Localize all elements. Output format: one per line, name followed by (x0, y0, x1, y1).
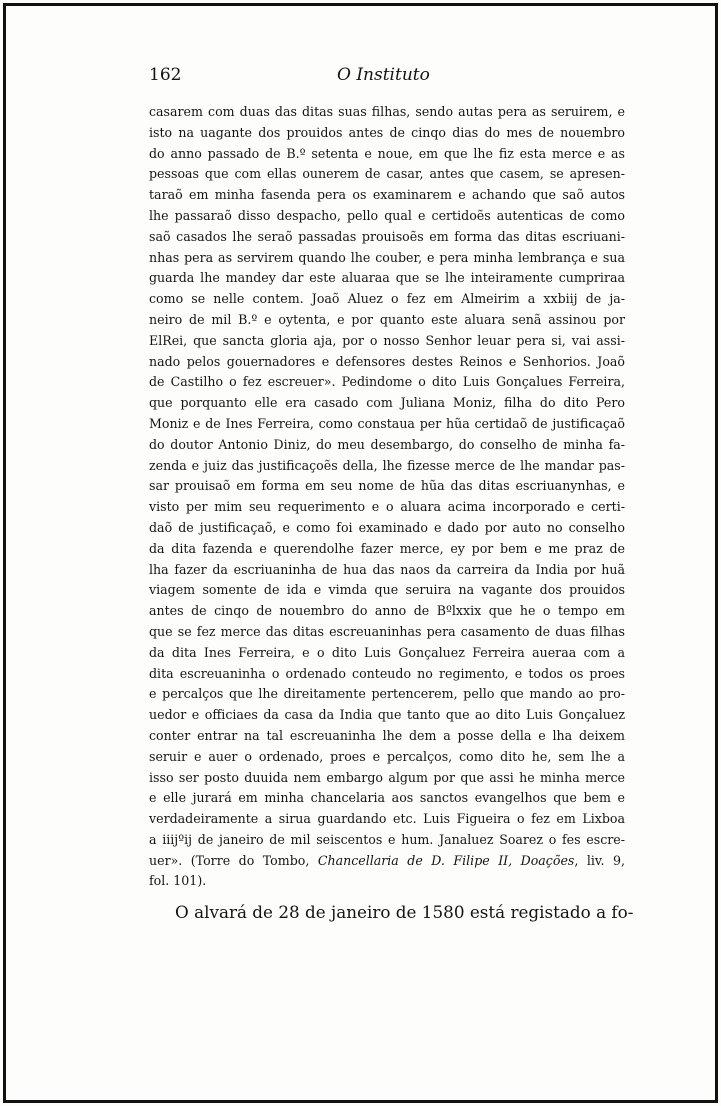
text-line: lha fazer da escriuaninha de hua das naos da carreira da India por huã (149, 561, 625, 577)
citation-line (149, 851, 625, 872)
text-line: lhe passaraõ disso despacho, pello qual e certidoẽs autenticas de como (149, 207, 625, 223)
text-line: e elle jurará em minha chancelaria aos sanctos evangelhos que bem e (149, 790, 625, 806)
text-line: casarem com duas das ditas suas filhas, sendo autas pera as seruirem, e (149, 104, 625, 119)
text-line: pessoas que com ellas ounerem de casar, antes que casem, se apresen- (149, 166, 625, 182)
text-line: do anno passado de B.º setenta e noue, em que lhe fiz esta merce e as (149, 145, 625, 161)
text-line: ElRei, que sancta gloria aja, por o nosso Senhor leuar pera si, vai assi- (149, 332, 625, 348)
citation-end-line: fol. 101). (149, 873, 207, 889)
text-line: da dita fazenda e querendolhe fazer merce, ey por bem e me praz de (149, 540, 625, 556)
text-line: isso ser posto duuida nem embargo algum por que assi he minha merce (149, 769, 625, 785)
text-line: visto per mim seu requerimento e o aluara acima incorporado e certi- (149, 499, 625, 515)
text-line: nhas pera as servirem quando lhe couber, e pera minha lembrança e sua (149, 249, 625, 265)
text-line: que se fez merce das ditas escreuaninhas pera casamento de duas filhas (149, 623, 625, 639)
text-line: e percalços que lhe direitamente pertencerem, pello que mando ao pro- (149, 686, 625, 702)
text-line: Moniz e de Ines Ferreira, como constaua per hũa certidaõ de justificaçaõ (149, 415, 625, 431)
text-line: daõ de justificaçaõ, e como foi examinado e dado por auto no conselho (149, 519, 625, 535)
text-line: dita escreuaninha o ordenado conteudo no regimento, e todos os proes (149, 665, 625, 681)
page-header (149, 64, 625, 88)
text-line: zenda e juiz das justificaçoẽs della, lhe fizesse merce de lhe mandar pas- (149, 457, 625, 473)
citation-source-title: Chancellaria de D. Filipe II, Doações (317, 852, 575, 868)
text-line: taraõ em minha fasenda pera os examinarem e achando que saõ autos (149, 187, 625, 203)
text-line: como se nelle contem. Joaõ Aluez o fez em Almeirim a xxbiij de ja- (149, 291, 625, 307)
text-line: conter entrar na tal escreuaninha lhe dem a posse della e lha deixem (149, 727, 625, 743)
citation-prefix: uer». (Torre do Tombo, (149, 852, 318, 868)
text-line: neiro de mil B.º e oytenta, e por quanto este aluara senã assinou por (149, 311, 625, 327)
text-line: sar prouisaõ em forma em seu nome de hũa das ditas escriuanynhas, e (149, 478, 625, 494)
text-line: isto na uagante dos prouidos antes de cinqo dias do mes de nouembro (149, 124, 625, 140)
citation-suffix: , liv. 9, (574, 852, 625, 868)
page-number: 162 (149, 65, 182, 85)
text-line: de Castilho o fez escreuer». Pedindome o dito Luis Gonçalues Ferreira, (149, 374, 625, 390)
text-line: viagem somente de ida e vimda que seruira na vagante dos prouidos (149, 582, 625, 598)
text-line: que porquanto elle era casado com Juliana Moniz, filha do dito Pero (149, 395, 625, 411)
text-line: uedor e officiaes da casa da India que tanto que ao dito Luis Gonçaluez (149, 707, 625, 723)
text-line: saõ casados lhe seraõ passadas prouisoẽs em forma das ditas escriuani- (149, 228, 625, 244)
document-body (149, 102, 625, 892)
text-line: antes de cinqo de nouembro do anno de Bºlxxix que he o tempo em (149, 603, 625, 619)
text-line: seruir e auer o ordenado, proes e percalços, como dito he, sem lhe a (149, 748, 625, 764)
text-line: verdadeiramente a sirua guardando etc. Luis Figueira o fez em Lixboa (149, 811, 625, 827)
running-title: O Instituto (337, 65, 430, 85)
text-line: guarda lhe mandey dar este aluaraa que se lhe inteiramente cumpriraa (149, 270, 625, 286)
text-line: nado pelos gouernadores e defensores destes Reinos e Senhorios. Joaõ (149, 353, 625, 369)
text-line: do doutor Antonio Diniz, do meu desembargo, do conselho de minha fa- (149, 436, 625, 452)
text-line: a iiijºij de janeiro de mil seiscentos e hum. Janaluez Soarez o fes escre- (149, 831, 625, 847)
closing-paragraph: O alvará de 28 de janeiro de 1580 está registado a fo- (175, 902, 634, 922)
text-line: da dita Ines Ferreira, e o dito Luis Gonçaluez Ferreira aueraa com a (149, 644, 625, 660)
